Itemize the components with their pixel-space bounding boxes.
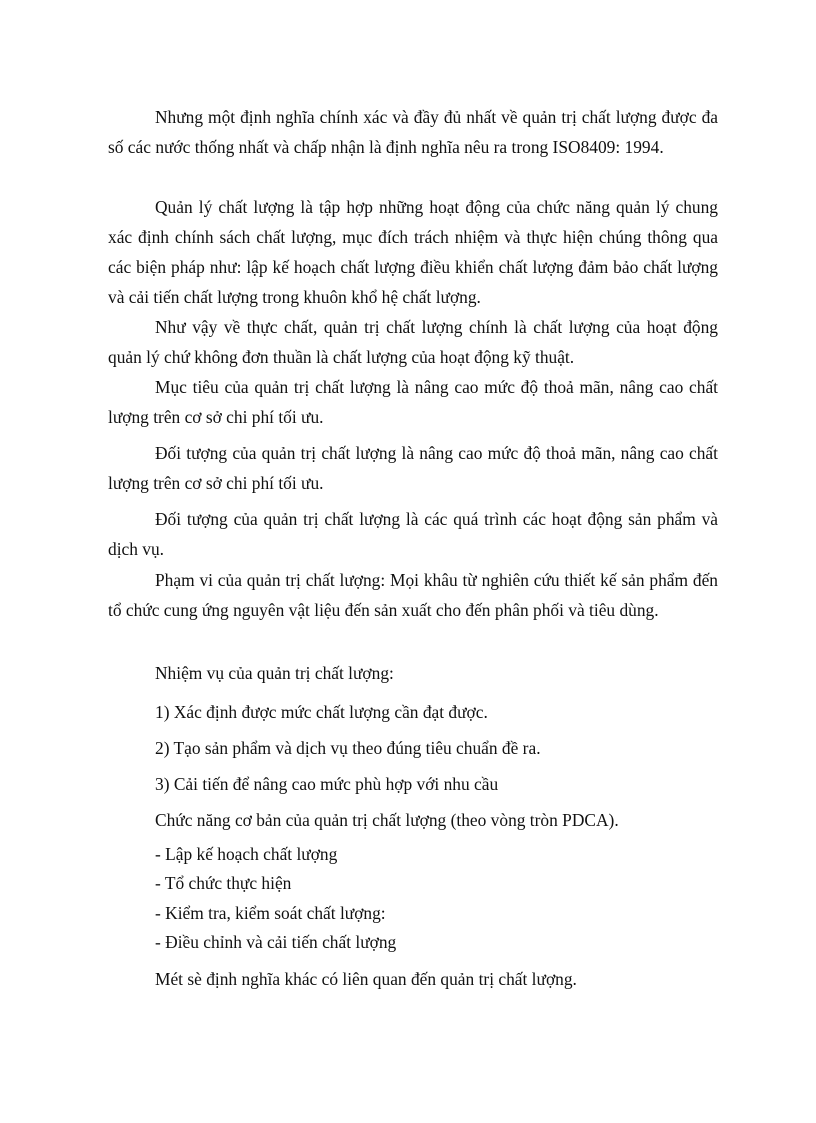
paragraph-quality-management: Quản lý chất lượng là tập hợp những hoạt động của chức năng quản lý chung xác định chính sách chất lượng, mục đích trách nhiệm và thực hiện chúng thông qua các biện pháp như: lập kế hoạch chất lượng điều khiển chất lượng đảm bảo chất lượng và cải tiến chất lượng trong khuôn khổ hệ chất lượng. xyxy=(108,197,718,307)
task-item: 3) Cải tiến để nâng cao mức phù hợp với nhu cầu xyxy=(155,774,499,794)
paragraph-subject-2: Đối tượng của quản trị chất lượng là các quá trình các hoạt động sản phẩm và dịch vụ. xyxy=(108,509,718,559)
paragraph-iso-definition: Nhưng một định nghĩa chính xác và đầy đủ nhất về quản trị chất lượng được đa số các nước thống nhất và chấp nhận là định nghĩa nêu ra trong ISO8409: 1994. xyxy=(108,107,718,157)
task-item: 1) Xác định được mức chất lượng cần đạt được. xyxy=(155,702,488,722)
function-item: - Tổ chức thực hiện xyxy=(155,873,292,893)
paragraph-scope: Phạm vi của quản trị chất lượng: Mọi khâu từ nghiên cứu thiết kế sản phẩm đến tổ chức cung ứng nguyên vật liệu đến sản xuất cho đến phân phối và tiêu dùng. xyxy=(108,570,718,620)
functions-heading: Chức năng cơ bản của quản trị chất lượng (theo vòng tròn PDCA). xyxy=(155,810,619,830)
function-item: - Lập kế hoạch chất lượng xyxy=(155,844,338,864)
tasks-heading: Nhiệm vụ của quản trị chất lượng: xyxy=(155,663,394,683)
function-item: - Điều chỉnh và cải tiến chất lượng xyxy=(155,932,397,952)
paragraph-objective: Mục tiêu của quản trị chất lượng là nâng cao mức độ thoả mãn, nâng cao chất lượng trên cơ sở chi phí tối ưu. xyxy=(108,377,718,427)
function-item: - Kiểm tra, kiểm soát chất lượng: xyxy=(155,903,386,923)
paragraph-subject-1: Đối tượng của quản trị chất lượng là nâng cao mức độ thoả mãn, nâng cao chất lượng trên cơ sở chi phí tối ưu. xyxy=(108,443,718,493)
paragraph-essence: Như vậy về thực chất, quản trị chất lượng chính là chất lượng của hoạt động quản lý chứ không đơn thuần là chất lượng của hoạt động kỹ thuật. xyxy=(108,317,718,367)
task-item: 2) Tạo sản phẩm và dịch vụ theo đúng tiêu chuẩn đề ra. xyxy=(155,738,541,758)
closing-line: Mét sè định nghĩa khác có liên quan đến quản trị chất lượng. xyxy=(155,969,577,989)
